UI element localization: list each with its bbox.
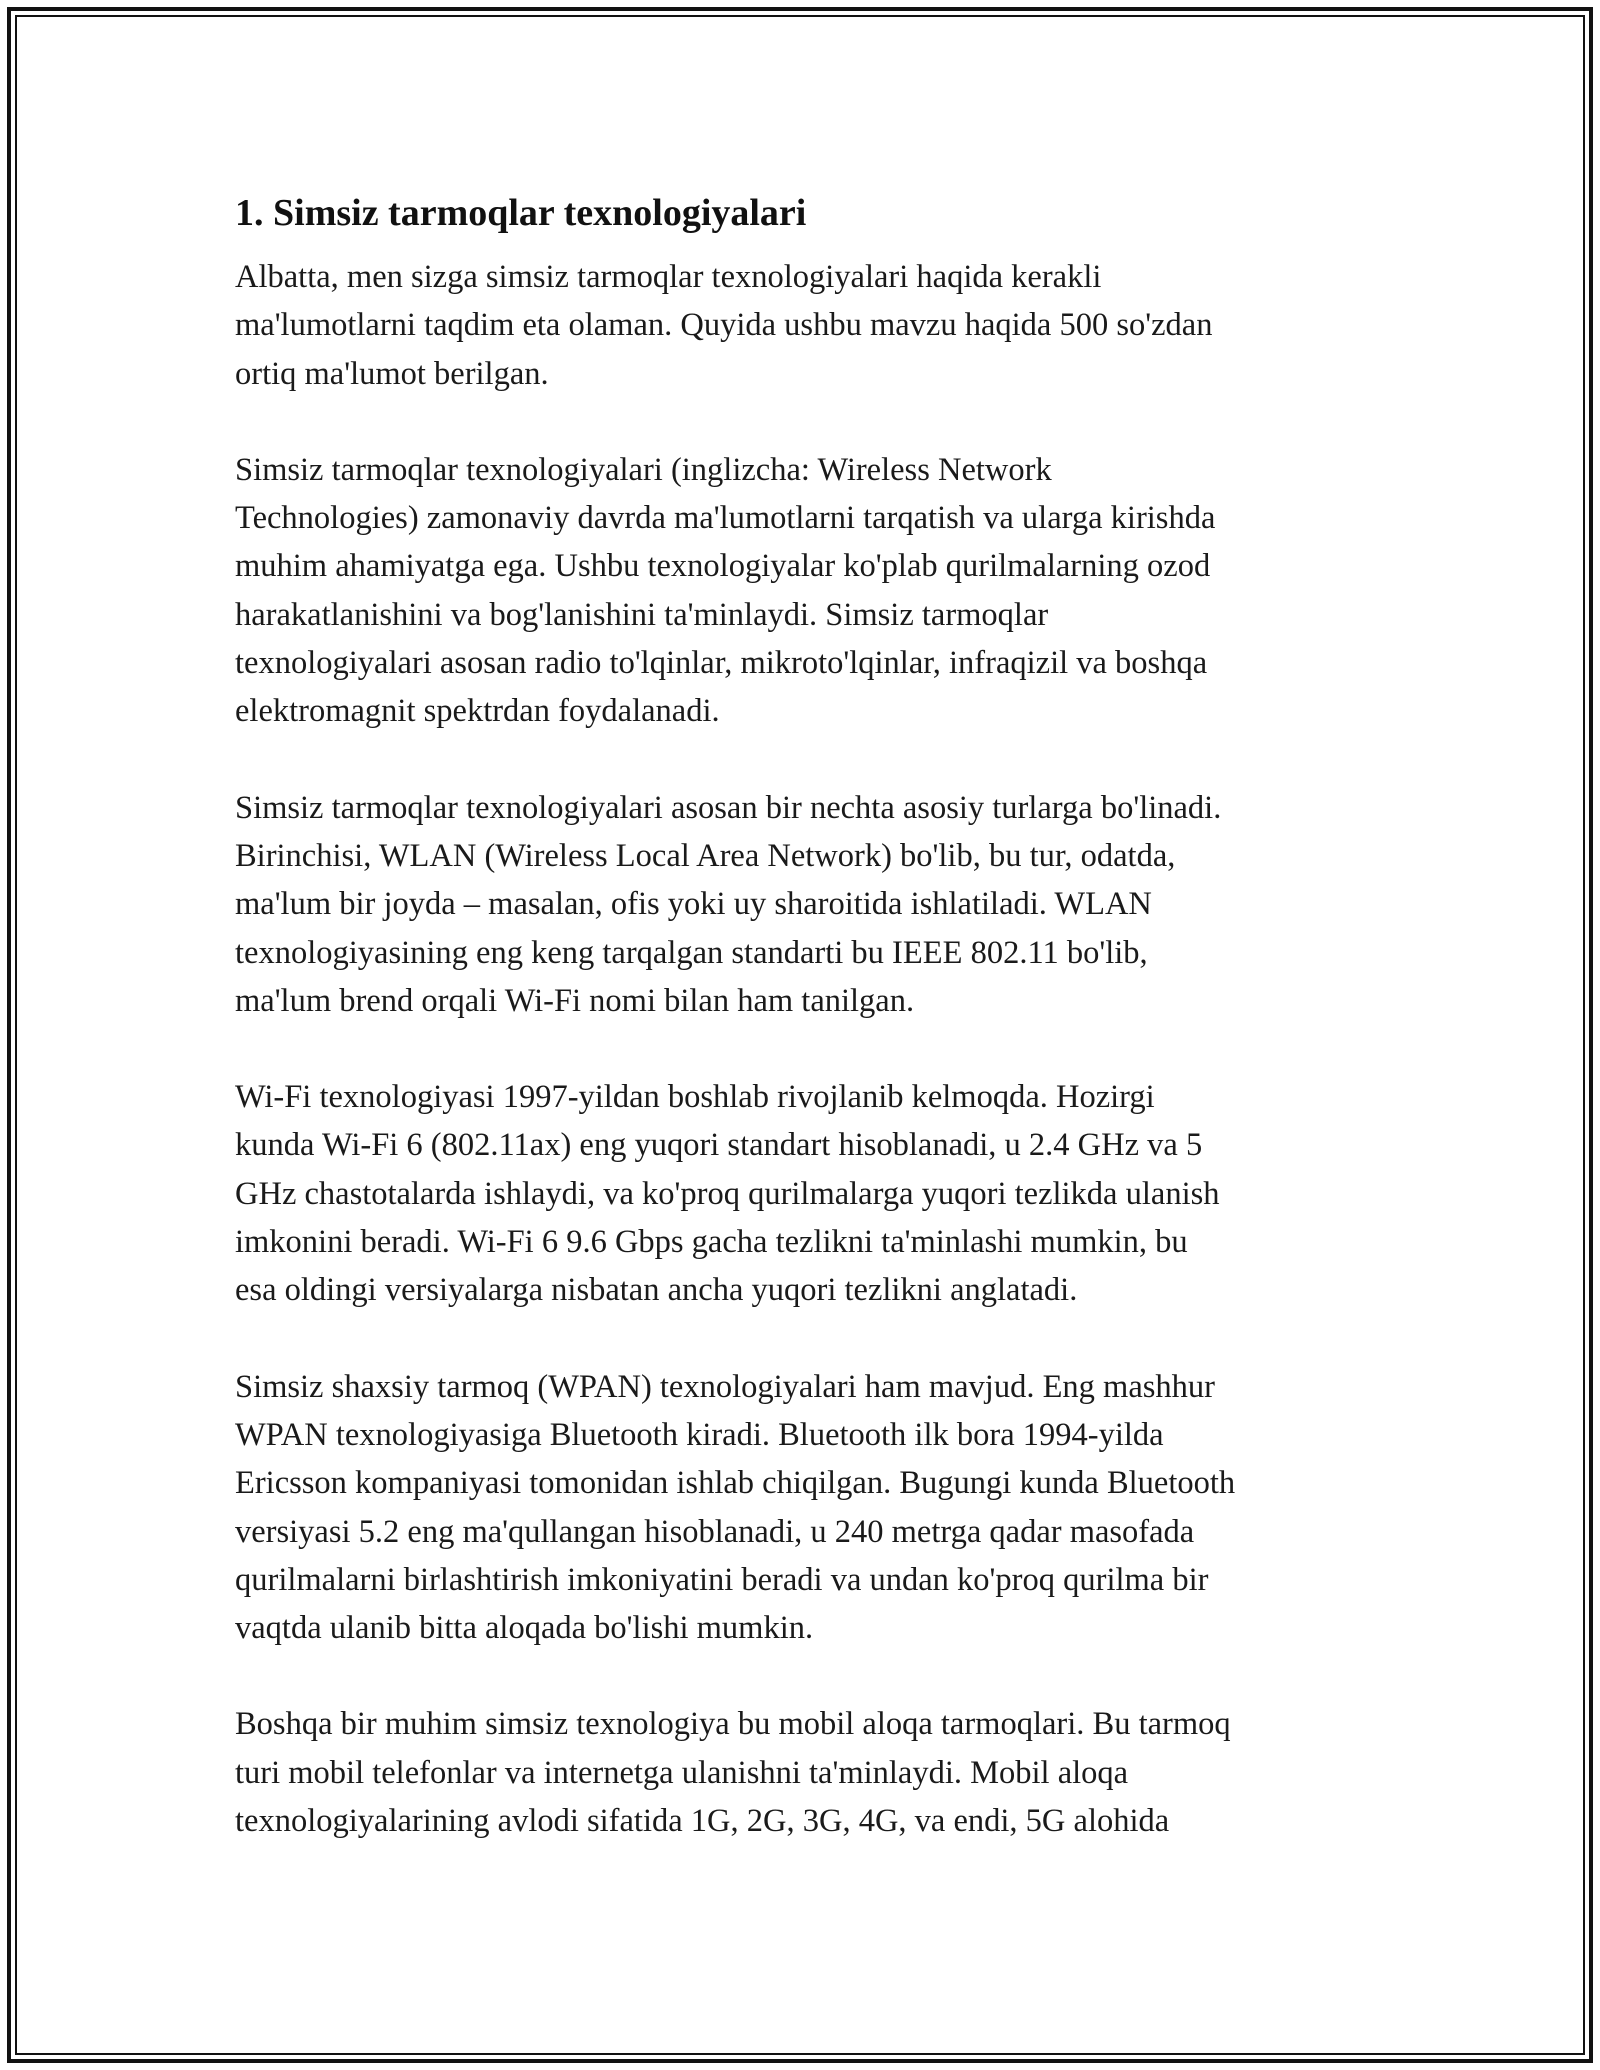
text-line: Simsiz tarmoqlar texnologiyalari asosan bir nechta asosiy turlarga bo'linadi.	[235, 789, 1222, 826]
text-line: GHz chastotalarda ishlaydi, va ko'proq qurilmalarga yuqori tezlikda ulanish	[235, 1175, 1220, 1212]
text-line: Albatta, men sizga simsiz tarmoqlar texnologiyalari haqida kerakli	[235, 259, 1102, 295]
text-line: Simsiz tarmoqlar texnologiyalari (inglizcha: Wireless Network	[235, 451, 1052, 488]
paragraph-intro	[235, 253, 1375, 398]
text-line: Simsiz shaxsiy tarmoq (WPAN) texnologiyalari ham mavjud. Eng mashhur	[235, 1368, 1215, 1405]
text-line: ma'lumotlarni taqdim eta olaman. Quyida ushbu mavzu haqida 500 so'zdan	[235, 307, 1213, 344]
text-line: Technologies) zamonaviy davrda ma'lumotlarni tarqatish va ularga kirishda	[235, 500, 1216, 537]
paragraph-mobile	[235, 1700, 1375, 1845]
text-line: ma'lum bir joyda – masalan, ofis yoki uy sharoitida ishlatiladi. WLAN	[235, 886, 1152, 923]
text-line: elektromagnit spektrdan foydalanadi.	[235, 693, 720, 730]
text-line: texnologiyalari asosan radio to'lqinlar, mikroto'lqinlar, infraqizil va boshqa	[235, 645, 1208, 682]
section-heading: 1. Simsiz tarmoqlar texnologiyalari	[235, 192, 807, 234]
text-line: WPAN texnologiyasiga Bluetooth kiradi. Bluetooth ilk bora 1994-yilda	[235, 1416, 1164, 1453]
text-line: ortiq ma'lumot berilgan.	[235, 355, 549, 392]
text-line: versiyasi 5.2 eng ma'qullangan hisoblanadi, u 240 metrga qadar masofada	[235, 1513, 1195, 1550]
text-line: texnologiyasining eng keng tarqalgan standarti bu IEEE 802.11 bo'lib,	[235, 934, 1148, 971]
text-line: Boshqa bir muhim simsiz texnologiya bu mobil aloqa tarmoqlari. Bu tarmoq	[235, 1706, 1231, 1743]
text-line: imkonini beradi. Wi-Fi 6 9.6 Gbps gacha tezlikni ta'minlashi mumkin, bu	[235, 1224, 1188, 1261]
text-line: qurilmalarni birlashtirish imkoniyatini beradi va undan ko'proq qurilma bir	[235, 1561, 1209, 1598]
text-line: ma'lum brend orqali Wi-Fi nomi bilan ham tanilgan.	[235, 982, 915, 1019]
paragraph-wifi	[235, 1073, 1375, 1314]
paragraph-wlan	[235, 784, 1375, 1025]
text-line: Ericsson kompaniyasi tomonidan ishlab chiqilgan. Bugungi kunda Bluetooth	[235, 1465, 1236, 1502]
text-line: muhim ahamiyatga ega. Ushbu texnologiyalar ko'plab qurilmalarning ozod	[235, 548, 1211, 585]
paragraph-definition	[235, 446, 1375, 736]
text-line: vaqtda ulanib bitta aloqada bo'lishi mumkin.	[235, 1610, 814, 1647]
paragraph-wpan	[235, 1363, 1375, 1653]
text-line: turi mobil telefonlar va internetga ulanishni ta'minlaydi. Mobil aloqa	[235, 1754, 1129, 1791]
text-line: esa oldingi versiyalarga nisbatan ancha yuqori tezlikni anglatadi.	[235, 1272, 1078, 1309]
text-line: texnologiyalarining avlodi sifatida 1G, 2G, 3G, 4G, va endi, 5G alohida	[235, 1803, 1170, 1840]
text-line: harakatlanishini va bog'lanishini ta'minlaydi. Simsiz tarmoqlar	[235, 596, 1049, 633]
text-line: kunda Wi-Fi 6 (802.11ax) eng yuqori standart hisoblanadi, u 2.4 GHz va 5	[235, 1127, 1203, 1164]
text-line: Birinchisi, WLAN (Wireless Local Area Network) bo'lib, bu tur, odatda,	[235, 837, 1176, 874]
document-body	[235, 185, 1375, 1893]
text-line: Wi-Fi texnologiyasi 1997-yildan boshlab rivojlanib kelmoqda. Hozirgi	[235, 1079, 1155, 1116]
